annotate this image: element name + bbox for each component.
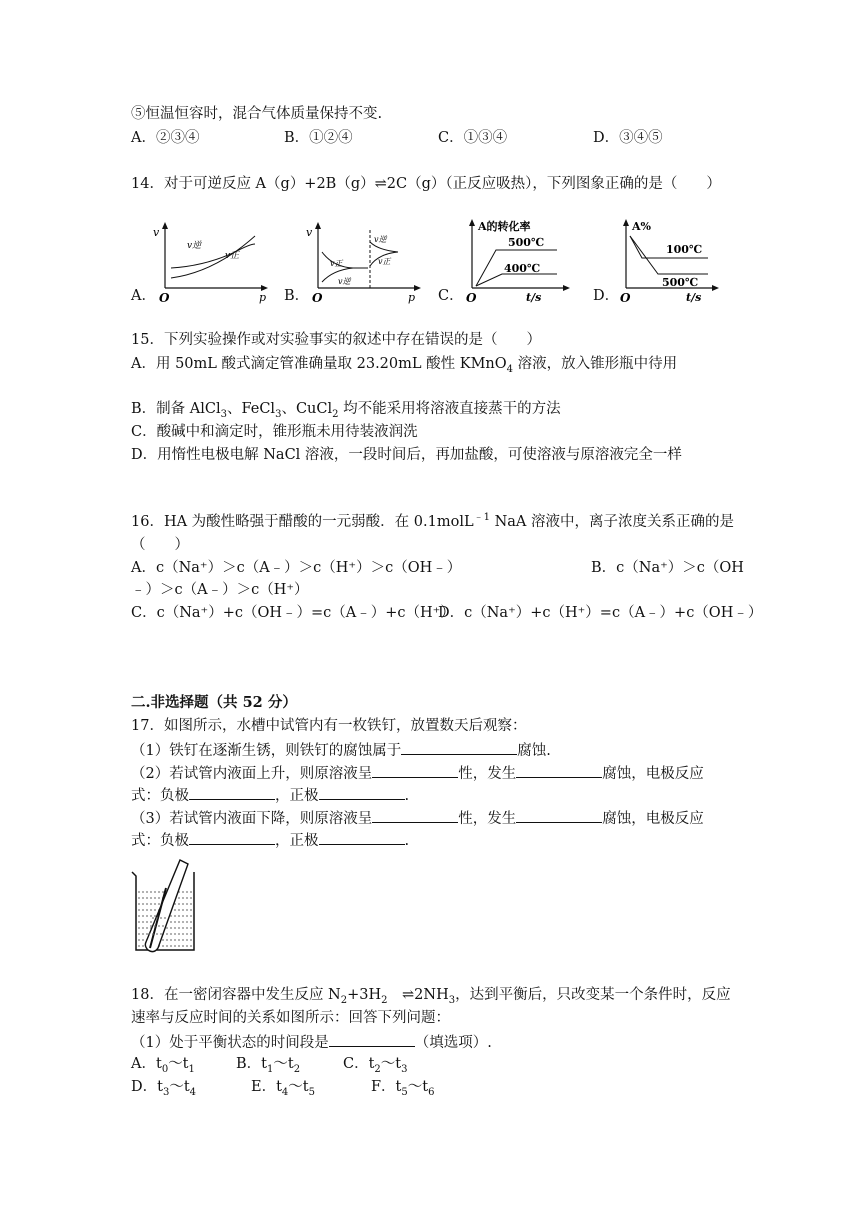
q13-statement-5: ⑤恒温恒容时，混合气体质量保持不变. — [131, 106, 383, 122]
graph-a-origin: O — [159, 291, 170, 305]
q15-option-b: B．制备 AlCl$_3$、FeCl$_3$、CuCl$_2$ 均不能采用将溶液直接蒸干的方法 — [131, 401, 561, 420]
q13-option-b: B．①②④ — [284, 130, 353, 146]
q17-part3-electrodes: 式：负极 ，正极 . — [131, 829, 409, 851]
graph-c-y-label: A的转化率 — [478, 220, 531, 233]
q18-option-d: D．$t_3\sim t_4$ — [131, 1079, 197, 1098]
answer-blank[interactable] — [516, 807, 602, 823]
answer-blank[interactable] — [372, 807, 458, 823]
q14-option-b: B． — [284, 288, 310, 304]
graph-c-curve-2-label: 400℃ — [504, 262, 541, 275]
graph-d-curve-1-label: 100℃ — [666, 243, 703, 256]
q16-option-d: D．c（Na⁺）+c（H⁺）=c（A﹣）+c（OH﹣） — [438, 605, 763, 621]
q14-option-c: C． — [438, 288, 464, 304]
q16-option-a: A．c（Na⁺）＞c（A﹣）＞c（H⁺）＞c（OH﹣） — [131, 560, 462, 576]
answer-blank[interactable] — [516, 762, 602, 778]
q18-option-c: C．$t_2\sim t_3$ — [343, 1056, 408, 1075]
graph-c-curve-1-label: 500℃ — [508, 236, 545, 249]
q17-part1: （1）铁钉在逐渐生锈，则铁钉的腐蚀属于 腐蚀. — [131, 739, 551, 761]
q18-option-a: A．$t_0\sim t_1$ — [131, 1056, 195, 1075]
graph-a-y-label: v — [153, 226, 160, 239]
q18-option-e: E．$t_4\sim t_5$ — [251, 1079, 315, 1098]
graph-b-curve-4-label: v正 — [378, 257, 391, 266]
q14-option-a: A． — [131, 288, 156, 304]
answer-blank[interactable] — [372, 762, 458, 778]
answer-blank[interactable] — [319, 784, 405, 800]
graph-b-x-label: p — [408, 291, 416, 304]
q14-stem: 14．对于可逆反应 A（g）+2B（g）⇌2C（g）（正反应吸热），下列图象正确的是（ ） — [131, 176, 721, 192]
q15-option-a: A．用 50mL 酸式滴定管准确量取 23.20mL 酸性 KMnO$_4$ 溶液，放入锥形瓶中待用 — [131, 356, 678, 375]
q15-option-d: D．用惰性电极电解 NaCl 溶液，一段时间后，再加盐酸，可使溶液与原溶液完全一样 — [131, 447, 682, 463]
graph-d-y-label: A% — [632, 220, 651, 233]
graph-b-origin: O — [312, 291, 323, 305]
graph-a-curve-1-label: v逆 — [187, 241, 202, 251]
q18-option-f: F．$t_5\sim t_6$ — [371, 1079, 435, 1098]
graph-c-x-label: t/s — [526, 291, 542, 304]
beaker-figure — [128, 858, 200, 954]
q14-option-d: D． — [593, 288, 620, 304]
graph-b-curve-1-label: v正 — [330, 259, 343, 268]
q17-part2: （2）若试管内液面上升，则原溶液呈 性，发生 腐蚀，电极反应 — [131, 762, 704, 784]
q16-option-c: C．c（Na⁺）+c（OH﹣）=c（A﹣）+c（H⁺） — [131, 605, 455, 621]
q18-stem-line1: 18．在一密闭容器中发生反应 $N_2+3H_2$ $\rightleftharpoons 2NH_3$，达到平衡后，只改变某一个条件时，反应 — [131, 987, 731, 1006]
graph-d — [616, 216, 731, 304]
answer-blank[interactable] — [401, 739, 517, 755]
q16-paren: （ ） — [131, 537, 189, 553]
q15-stem: 15．下列实验操作或对实验事实的叙述中存在错误的是（ ） — [131, 332, 541, 348]
q18-stem-line2: 速率与反应时间的关系如图所示：回答下列问题： — [131, 1010, 450, 1026]
answer-blank[interactable] — [319, 829, 405, 845]
answer-blank[interactable] — [189, 784, 275, 800]
graph-a-x-label: p — [259, 291, 267, 304]
section-heading: 二.非选择题（共 52 分） — [131, 694, 297, 711]
answer-blank[interactable] — [329, 1031, 415, 1047]
q16-stem: 16．HA 为酸性略强于醋酸的一元弱酸．在 0.1molL$^{﹣1}$ NaA 溶液中，离子浓度关系正确的是 — [131, 512, 734, 530]
graph-a — [155, 222, 270, 304]
q18-option-b: B．$t_1\sim t_2$ — [236, 1056, 301, 1075]
q13-option-d: D．③④⑤ — [593, 130, 663, 146]
graph-b-y-label: v — [306, 226, 313, 239]
q18-part1: （1）处于平衡状态的时间段是 （填选项）. — [131, 1031, 492, 1053]
graph-d-x-label: t/s — [686, 291, 702, 304]
q17-stem: 17．如图所示，水槽中试管内有一枚铁钉，放置数天后观察： — [131, 718, 527, 734]
q15-option-c: C．酸碱中和滴定时，锥形瓶未用待装液润洗 — [131, 424, 418, 440]
graph-b-curve-2-label: v逆 — [338, 277, 351, 286]
graph-a-curve-2-label: v正 — [225, 251, 240, 261]
graph-c — [462, 216, 577, 304]
q17-part2-electrodes: 式：负极 ，正极 . — [131, 784, 409, 806]
q17-part3: （3）若试管内液面下降，则原溶液呈 性，发生 腐蚀，电极反应 — [131, 807, 704, 829]
graph-b — [308, 222, 423, 304]
q16-option-b-line1: B．c（Na⁺）＞c（OH — [591, 560, 744, 576]
answer-blank[interactable] — [189, 829, 275, 845]
q13-option-a: A．②③④ — [131, 130, 200, 146]
graph-c-origin: O — [466, 291, 477, 305]
graph-d-origin: O — [620, 291, 631, 305]
graph-b-curve-3-label: v逆 — [374, 235, 387, 244]
graph-d-curve-2-label: 500℃ — [662, 276, 699, 289]
q13-option-c: C．①③④ — [438, 130, 508, 146]
q16-option-b-line2: ﹣）＞c（A﹣）＞c（H⁺） — [131, 582, 309, 598]
